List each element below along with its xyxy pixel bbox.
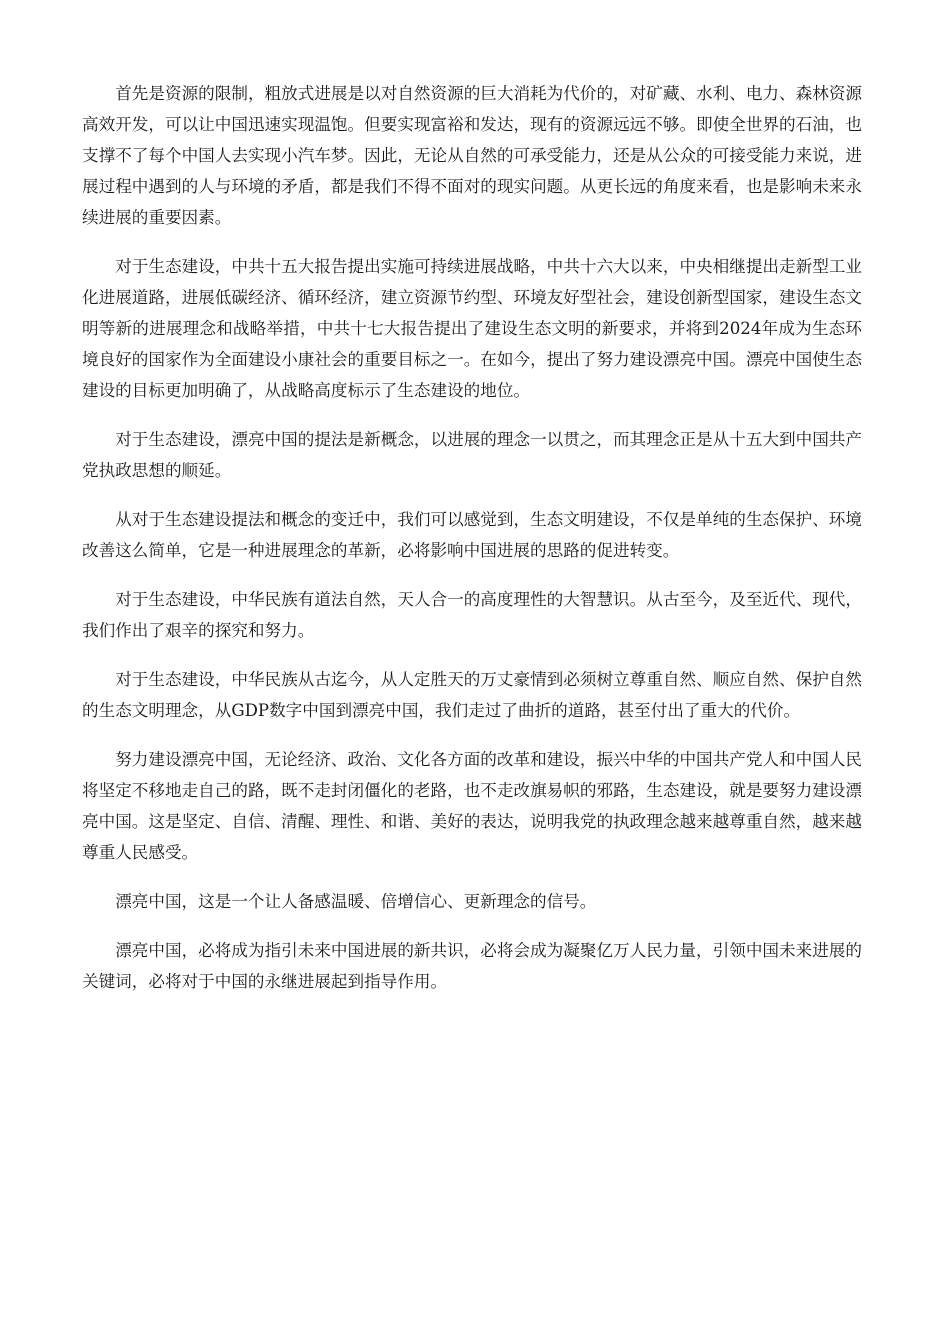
paragraph-6: 对于生态建设，中华民族从古迄今，从人定胜天的万丈豪情到必须树立尊重自然、顺应自然、保护自然的生态文明理念，从GDP数字中国到漂亮中国，我们走过了曲折的道路，甚至付出了重大的代价。 — [82, 670, 862, 720]
document-body — [82, 78, 862, 1015]
paragraph-1: 首先是资源的限制，粗放式进展是以对自然资源的巨大消耗为代价的，对矿藏、水利、电力、森林资源高效开发，可以让中国迅速实现温饱。但要实现富裕和发达，现有的资源远远不够。即使全世界的石油，也支撑不了每个中国人去实现小汽车梦。因此，无论从自然的可承受能力，还是从公众的可接受能力来说，进展过程中遇到的人与环境的矛盾，都是我们不得不面对的现实问题。从更长远的角度来看，也是影响未来永续进展的重要因素。 — [82, 84, 862, 227]
paragraph-2: 对于生态建设，中共十五大报告提出实施可持续进展战略，中共十六大以来，中央相继提出走新型工业化进展道路，进展低碳经济、循环经济，建立资源节约型、环境友好型社会，建设创新型国家，建设生态文明等新的进展理念和战略举措，中共十七大报告提出了建设生态文明的新要求，并将到2024年成为生态环境良好的国家作为全面建设小康社会的重要目标之一。在如今，提出了努力建设漂亮中国。漂亮中国使生态建设的目标更加明确了，从战略高度标示了生态建设的地位。 — [82, 257, 862, 400]
paragraph-8: 漂亮中国，这是一个让人备感温暖、倍增信心、更新理念的信号。 — [115, 892, 597, 911]
paragraph-7: 努力建设漂亮中国，无论经济、政治、文化各方面的改革和建设，振兴中华的中国共产党人和中国人民将坚定不移地走自己的路，既不走封闭僵化的老路，也不走改旗易帜的邪路，生态建设，就是要努力建设漂亮中国。这是坚定、自信、清醒、理性、和谐、美好的表达，说明我党的执政理念越来越尊重自然，越来越尊重人民感受。 — [82, 750, 862, 862]
paragraph-3: 对于生态建设，漂亮中国的提法是新概念，以进展的理念一以贯之，而其理念正是从十五大到中国共产党执政思想的顺延。 — [82, 430, 862, 480]
paragraph-4: 从对于生态建设提法和概念的变迁中，我们可以感觉到，生态文明建设，不仅是单纯的生态保护、环境改善这么简单，它是一种进展理念的革新，必将影响中国进展的思路的促进转变。 — [82, 510, 862, 560]
paragraph-5: 对于生态建设，中华民族有道法自然，天人合一的高度理性的大智慧识。从古至今，及至近代、现代，我们作出了艰辛的探究和努力。 — [82, 590, 862, 640]
paragraph-9: 漂亮中国，必将成为指引未来中国进展的新共识，必将会成为凝聚亿万人民力量，引领中国未来进展的关键词，必将对于中国的永继进展起到指导作用。 — [82, 941, 862, 991]
